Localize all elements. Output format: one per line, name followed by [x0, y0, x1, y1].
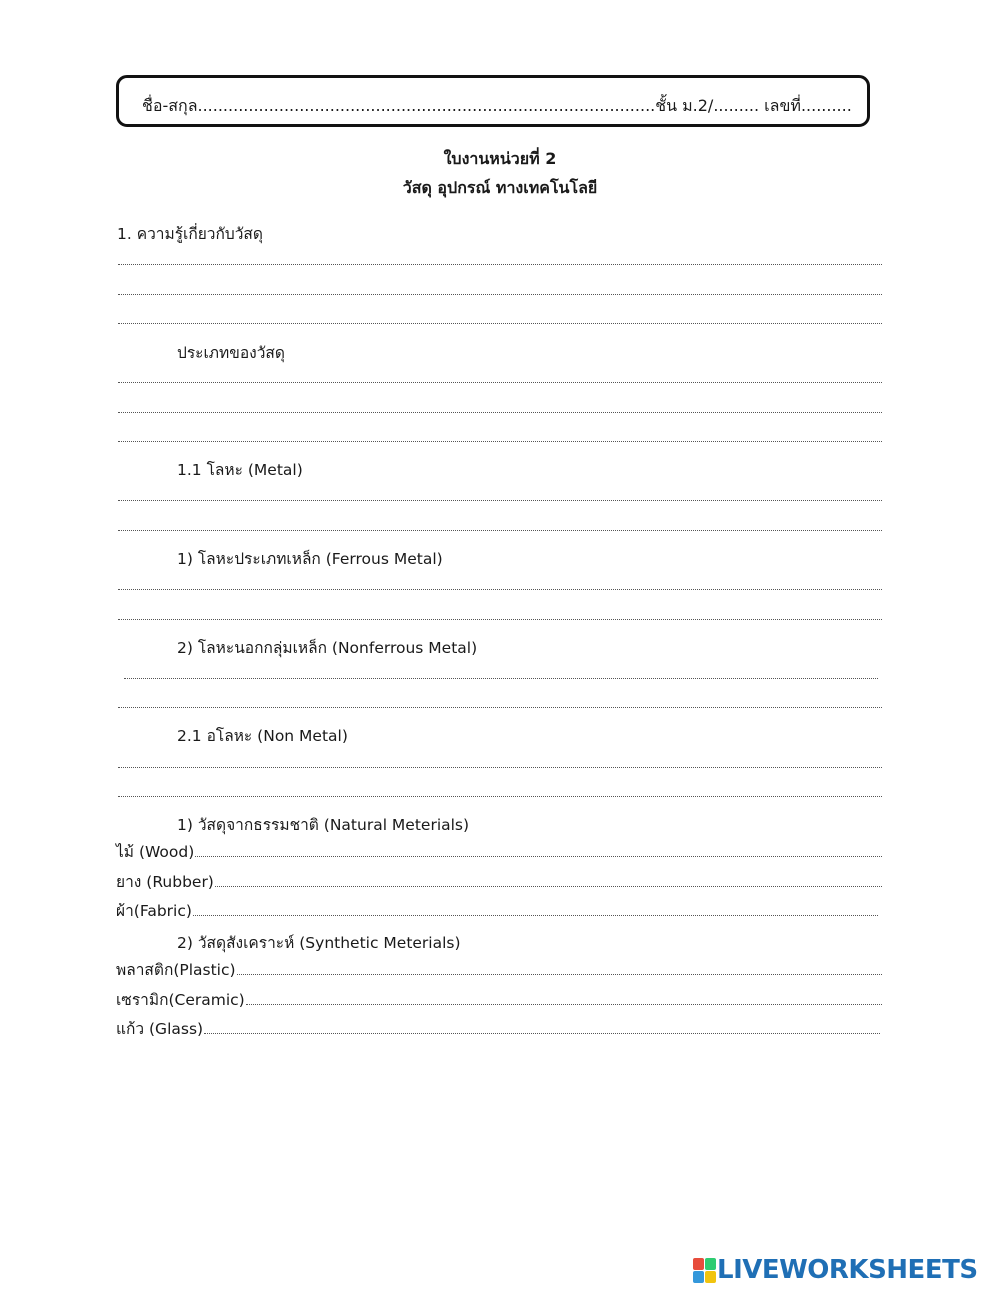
worksheet-subtitle: วัสดุ อุปกรณ์ ทางเทคโนโลยี: [402, 178, 598, 197]
answer-line[interactable]: [118, 589, 882, 590]
nonferrous-metal-heading: 2) โลหะนอกกลุ่มเหล็ก (Nonferrous Metal): [177, 639, 478, 657]
logo-text: LIVEWORKSHEETS: [717, 1255, 978, 1285]
metal-heading: 1.1 โลหะ (Metal): [177, 461, 303, 479]
answer-line[interactable]: [118, 294, 882, 295]
answer-line[interactable]: [118, 530, 882, 531]
answer-line[interactable]: [118, 707, 882, 708]
synthetic-materials-heading: 2) วัสดุสังเคราะห์ (Synthetic Meterials): [177, 934, 461, 952]
logo-tile: [693, 1271, 704, 1283]
section-1-heading: 1. ความรู้เกี่ยวกับวัสดุ: [117, 225, 263, 243]
answer-line[interactable]: [118, 382, 882, 383]
nonmetal-heading: 2.1 อโลหะ (Non Metal): [177, 727, 348, 745]
answer-line[interactable]: [118, 412, 882, 413]
rubber-field[interactable]: [116, 870, 882, 892]
answer-line[interactable]: [118, 619, 882, 620]
fabric-field[interactable]: [116, 899, 878, 921]
rubber-answer-line[interactable]: [215, 886, 882, 887]
logo-tile: [705, 1271, 716, 1283]
glass-label: แก้ว (Glass): [116, 1020, 204, 1038]
ceramic-label: เซรามิก(Ceramic): [116, 991, 245, 1009]
plastic-field[interactable]: [116, 958, 882, 980]
ceramic-field[interactable]: [116, 988, 882, 1010]
logo-tile: [705, 1258, 716, 1270]
liveworksheets-logo: [693, 1255, 978, 1285]
liveworksheets-logo-icon: [693, 1258, 715, 1282]
rubber-label: ยาง (Rubber): [116, 873, 214, 891]
wood-label: ไม้ (Wood): [116, 843, 195, 861]
natural-materials-heading: 1) วัสดุจากธรรมชาติ (Natural Meterials): [177, 816, 470, 834]
material-types-heading: ประเภทของวัสดุ: [177, 344, 285, 362]
answer-line[interactable]: [118, 323, 882, 324]
ferrous-metal-heading: 1) โลหะประเภทเหล็ก (Ferrous Metal): [177, 550, 443, 568]
answer-line[interactable]: [118, 441, 882, 442]
answer-line[interactable]: [118, 264, 882, 265]
wood-answer-line[interactable]: [195, 856, 882, 857]
wood-field[interactable]: [116, 840, 882, 862]
plastic-label: พลาสติก(Plastic): [116, 961, 236, 979]
ceramic-answer-line[interactable]: [246, 1004, 882, 1005]
answer-line[interactable]: [124, 678, 878, 679]
glass-field[interactable]: [116, 1017, 880, 1039]
answer-line[interactable]: [118, 500, 882, 501]
logo-tile: [693, 1258, 704, 1270]
glass-answer-line[interactable]: [204, 1033, 880, 1034]
fabric-answer-line[interactable]: [193, 915, 878, 916]
worksheet-title: ใบงานหน่วยที่ 2: [443, 149, 557, 168]
student-info-line[interactable]: ชื่อ-สกุล..........................................................................................ชั้น ม.2/......... เลขที่..........: [142, 96, 852, 115]
answer-line[interactable]: [118, 796, 882, 797]
answer-line[interactable]: [118, 767, 882, 768]
plastic-answer-line[interactable]: [237, 974, 882, 975]
fabric-label: ผ้า(Fabric): [116, 902, 192, 920]
